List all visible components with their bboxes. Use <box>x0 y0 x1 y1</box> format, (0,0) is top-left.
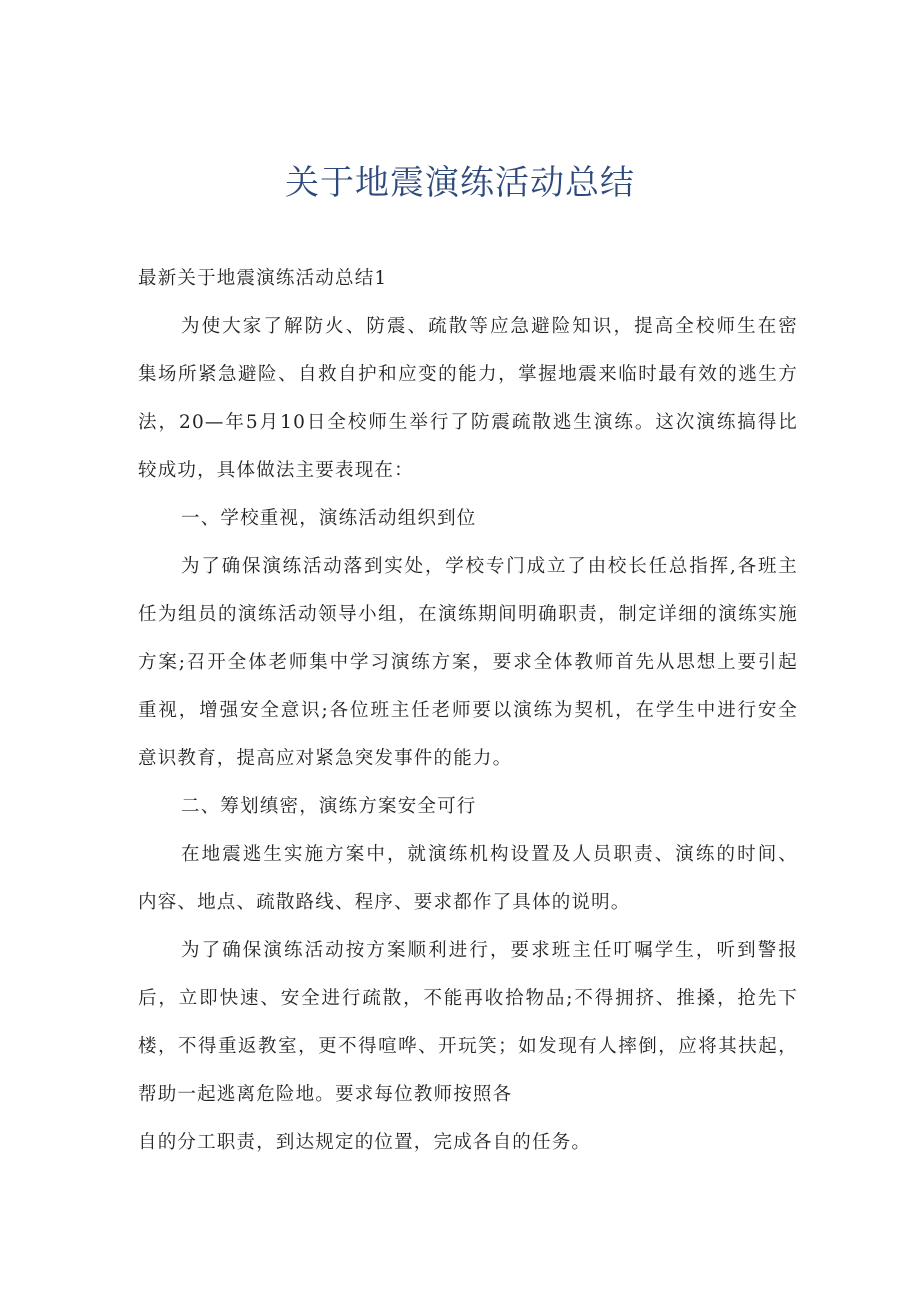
paragraph-line: 法，20—年5月10日全校师生举行了防震疏散逃生演练。这次演练搞得比 <box>138 412 798 433</box>
paragraph-line: 重视，增强安全意识;各位班主任老师要以演练为契机，在学生中进行安全 <box>138 700 798 721</box>
paragraph-line: 帮助一起逃离危险地。要求每位教师按照各 <box>138 1084 513 1105</box>
paragraph-line: 为使大家了解防火、防震、疏散等应急避险知识，提高全校师生在密 <box>181 316 798 337</box>
document-title: 关于地震演练活动总结 <box>285 163 635 203</box>
paragraph-line: 内容、地点、疏散路线、程序、要求都作了具体的说明。 <box>138 892 631 913</box>
paragraph-line: 为了确保演练活动按方案顺利进行，要求班主任叮嘱学生，听到警报 <box>181 940 798 961</box>
document-subtitle: 最新关于地震演练活动总结1 <box>138 268 388 289</box>
paragraph-line: 集场所紧急避险、自救自护和应变的能力，掌握地震来临时最有效的逃生方 <box>138 364 798 385</box>
paragraph-line: 方案;召开全体老师集中学习演练方案，要求全体教师首先从思想上要引起 <box>138 652 798 673</box>
paragraph-line: 后，立即快速、安全进行疏散，不能再收拾物品;不得拥挤、推搡，抢先下 <box>138 988 798 1009</box>
paragraph-line: 较成功，具体做法主要表现在： <box>138 460 414 481</box>
paragraph-line: 楼，不得重返教室，更不得喧哗、开玩笑；如发现有人摔倒，应将其扶起， <box>138 1036 798 1057</box>
paragraph-line: 自的分工职责，到达规定的位置，完成各自的任务。 <box>138 1132 592 1153</box>
section-heading: 一、学校重视，演练活动组织到位 <box>181 508 477 529</box>
paragraph-line: 意识教育，提高应对紧急突发事件的能力。 <box>138 748 513 769</box>
paragraph-line: 为了确保演练活动落到实处，学校专门成立了由校长任总指挥,各班主 <box>181 556 798 577</box>
paragraph-line: 任为组员的演练活动领导小组，在演练期间明确职责，制定详细的演练实施 <box>138 604 798 625</box>
paragraph-line: 在地震逃生实施方案中，就演练机构设置及人员职责、演练的时间、 <box>181 844 798 865</box>
section-heading: 二、筹划缜密，演练方案安全可行 <box>181 796 477 817</box>
